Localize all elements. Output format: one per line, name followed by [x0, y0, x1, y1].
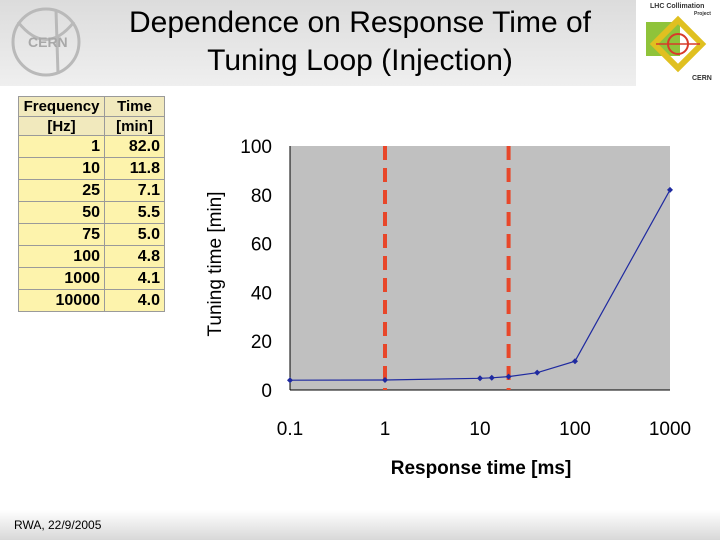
time-cell: 4.1 — [105, 268, 165, 290]
unit-frequency: [Hz] — [19, 117, 105, 136]
unit-time: [min] — [105, 117, 165, 136]
time-cell: 7.1 — [105, 180, 165, 202]
svg-text:LHC Collimation: LHC Collimation — [650, 3, 705, 10]
frequency-cell: 10 — [19, 158, 105, 180]
y-tick-label: 40 — [250, 283, 272, 305]
title-line-2: Tuning Loop (Injection) — [207, 44, 513, 77]
frequency-cell: 75 — [19, 224, 105, 246]
y-tick-label: 80 — [250, 185, 272, 207]
frequency-cell: 100 — [19, 246, 105, 268]
x-tick-label: 1000 — [648, 419, 692, 440]
x-tick-label: 100 — [559, 419, 591, 440]
footer-bar — [0, 510, 720, 540]
frequency-cell: 10000 — [19, 290, 105, 312]
header-frequency: Frequency — [19, 97, 105, 117]
svg-text:CERN: CERN — [692, 75, 712, 82]
time-cell: 11.8 — [105, 158, 165, 180]
frequency-cell: 1000 — [19, 268, 105, 290]
y-tick-label: 100 — [240, 137, 272, 158]
time-cell: 82.0 — [105, 136, 165, 158]
time-cell: 4.0 — [105, 290, 165, 312]
svg-text:CERN: CERN — [28, 34, 68, 50]
x-axis-title: Response time [ms] — [390, 458, 572, 479]
x-tick-label: 10 — [469, 419, 491, 440]
footer-text: RWA, 22/9/2005 — [14, 518, 102, 532]
y-tick-label: 0 — [261, 381, 272, 402]
x-tick-label: 1 — [379, 419, 391, 440]
title-line-1: Dependence on Response Time of — [129, 6, 591, 39]
x-tick-label: 0.1 — [276, 419, 304, 440]
plot-area — [290, 146, 670, 390]
y-tick-label: 60 — [250, 234, 272, 256]
y-tick-label: 20 — [250, 332, 272, 354]
y-axis-title: Tuning time [min] — [205, 191, 226, 337]
time-cell: 5.5 — [105, 202, 165, 224]
frequency-cell: 1 — [19, 136, 105, 158]
header-time: Time — [105, 97, 165, 117]
svg-text:Project: Project — [694, 11, 711, 17]
time-cell: 5.0 — [105, 224, 165, 246]
frequency-cell: 25 — [19, 180, 105, 202]
time-cell: 4.8 — [105, 246, 165, 268]
frequency-cell: 50 — [19, 202, 105, 224]
